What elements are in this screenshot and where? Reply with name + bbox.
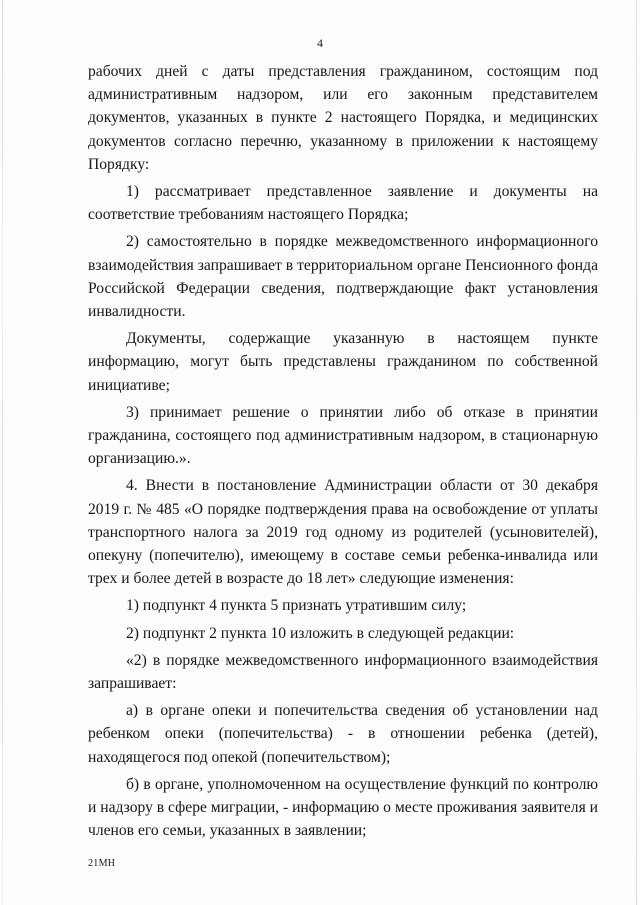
paragraph-section-4: 4. Внести в постановление Администрации области от 30 декабря 2019 г. № 485 «О порядке подтверждения права на освобождение от уплаты транспортного налога за 2019 год одному из родителей (усыновителей), опекуну (попечителю), имеющему в составе семьи ребенка-инвалида или трех и более детей в возрасте до 18 лет» следующие изменения:: [88, 477, 598, 588]
paragraph-continuation: рабочих дней с даты представления гражданином, состоящим под административным надзором, или его законным представителем документов, указанных в пункте 2 настоящего Порядка, и медицинских документов согласно перечню, указанному в приложении к настоящему Порядку:: [88, 63, 598, 173]
paragraph-item-2: 2) самостоятельно в порядке межведомственного информационного взаимодействия запрашивает в территориальном органе Пенсионного фонда Российской Федерации сведения, подтверждающие факт установления инвалидности.: [88, 233, 598, 321]
paragraph-subitem-b: б) в органе, уполномоченном на осуществление функций по контролю и надзору в сфере миграции, - информацию о месте проживания заявителя и членов его семьи, указанных в заявлении;: [88, 775, 598, 840]
scan-edge-left: [2, 0, 3, 905]
paragraph-item-1: 1) рассматривает представленное заявление и документы на соответствие требованиям настоящего Порядка;: [88, 183, 598, 224]
scan-edge-right: [636, 0, 637, 905]
paragraph-subitem-a: а) в органе опеки и попечительства сведения об установлении над ребенком опеки (попечительства) - в отношении ребенка (детей), находящегося под опекой (попечительством);: [88, 702, 598, 766]
paragraph-item-3: 3) принимает решение о принятии либо об отказе в принятии гражданина, состоящего под административным надзором, в стационарную организацию.».: [88, 403, 598, 468]
page-number: 4: [317, 36, 323, 50]
paragraph-change-2: 2) подпункт 2 пункта 10 изложить в следующей редакции:: [126, 624, 515, 642]
document-body: [88, 60, 598, 847]
footer-code: 21МН: [88, 858, 116, 869]
paragraph-documents: Документы, содержащие указанную в настоящем пункте информацию, могут быть представлены гражданином по собственной инициативе;: [88, 330, 598, 394]
paragraph-change-1: 1) подпункт 4 пункта 5 признать утратившим силу;: [126, 597, 467, 615]
paragraph-quoted-2: «2) в порядке межведомственного информационного взаимодействия запрашивает:: [88, 651, 598, 693]
